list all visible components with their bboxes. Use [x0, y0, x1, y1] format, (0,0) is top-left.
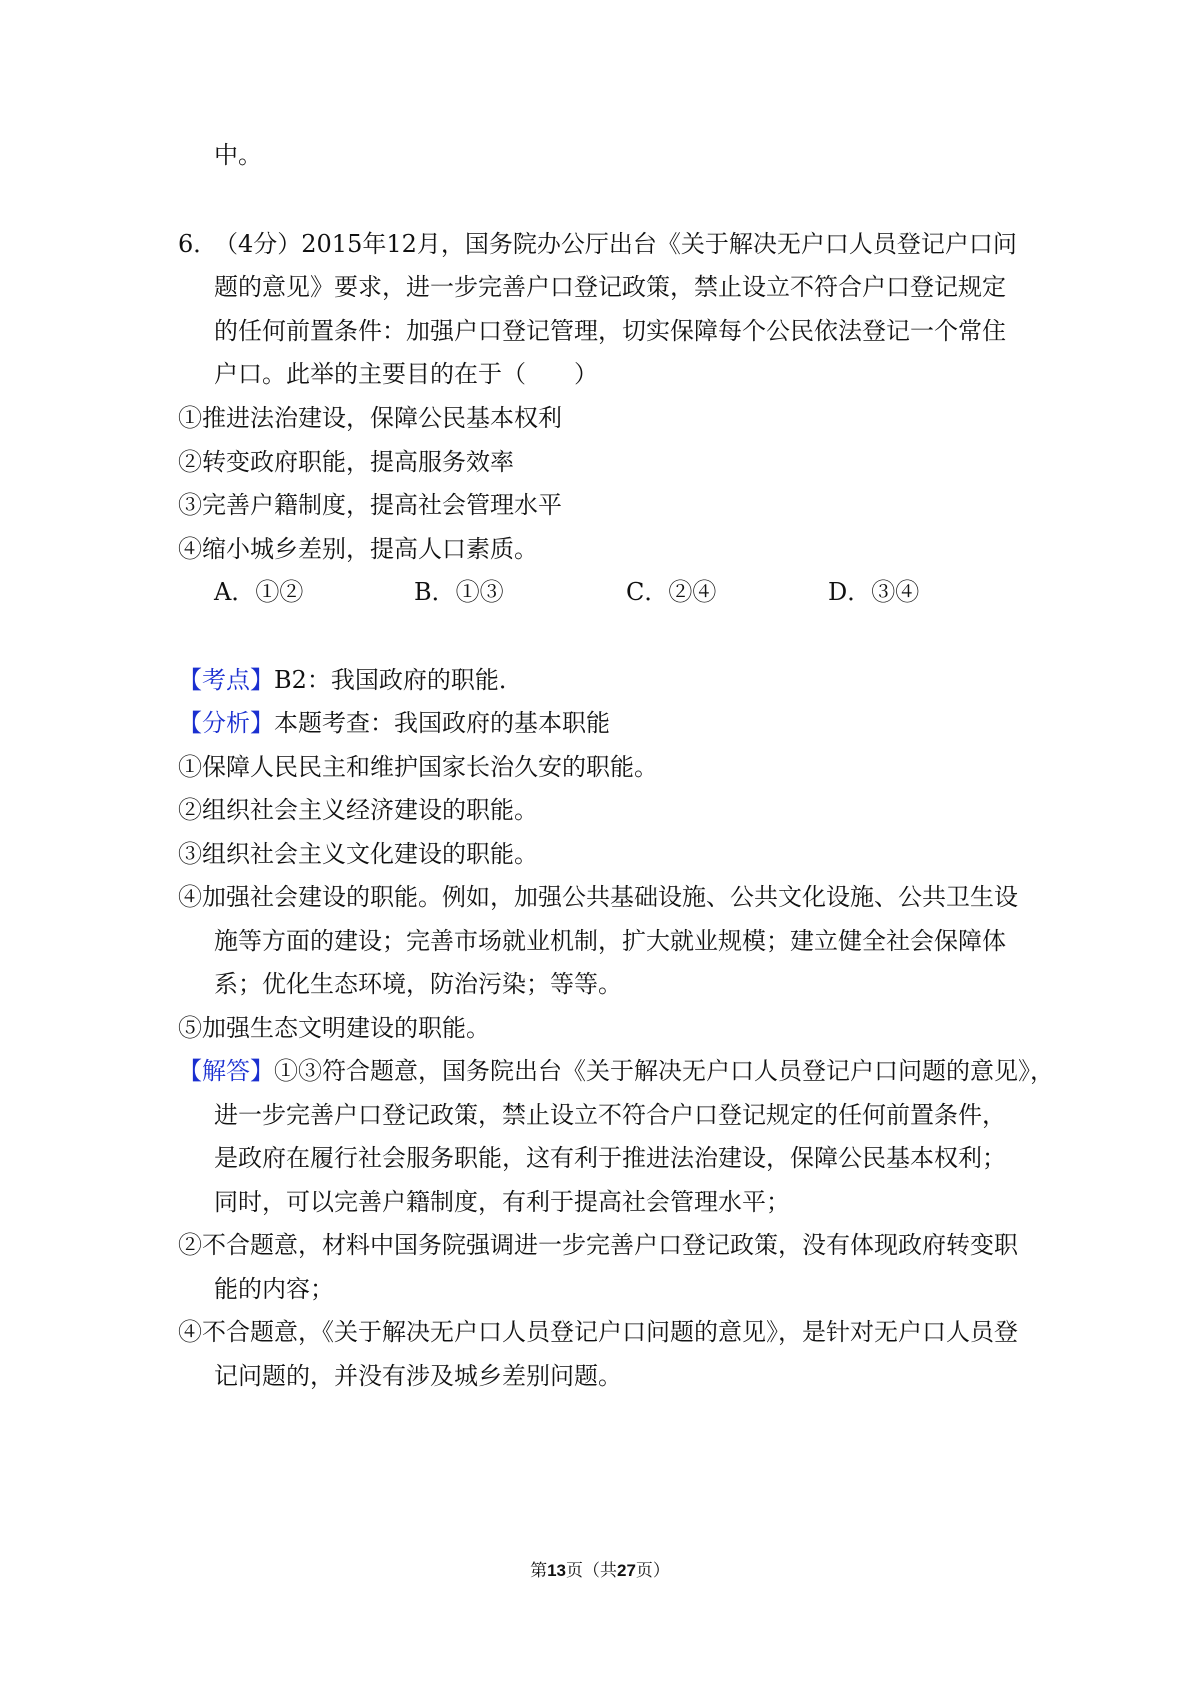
choice-b: B．①③ — [414, 578, 504, 606]
footer-total-pages: 27 — [617, 1561, 636, 1580]
jieda-line-1: ①③符合题意，国务院出台《关于解决无户口人员登记户口问题的意见》， — [274, 1057, 1054, 1085]
kaodian-section — [178, 664, 523, 696]
footer-prefix: 第 — [530, 1561, 548, 1581]
page-footer — [0, 1559, 1200, 1583]
jieda-line-7: ④不合题意，《关于解决无户口人员登记户口问题的意见》，是针对无户口人员登 — [178, 1318, 1018, 1346]
jieda-section — [178, 1055, 1054, 1087]
jieda-line-8: 记问题的，并没有涉及城乡差别问题。 — [214, 1362, 622, 1390]
question-stem-line-1: （4分）2015年12月，国务院办公厅出台《关于解决无户口人员登记户口问 — [214, 230, 1017, 258]
question-number: 6． — [178, 230, 218, 258]
fenxi-item-4-cont-1: 施等方面的建设；完善市场就业机制，扩大就业规模；建立健全社会保障体 — [214, 927, 1006, 955]
fenxi-tag: 【分析】 — [178, 709, 274, 737]
choice-d: D．③④ — [828, 578, 920, 606]
fenxi-item-2: ②组织社会主义经济建设的职能。 — [178, 796, 538, 824]
option-1: ①推进法治建设，保障公民基本权利 — [178, 404, 562, 432]
fenxi-text: 本题考查：我国政府的基本职能 — [274, 709, 610, 737]
jieda-tag: 【解答】 — [178, 1057, 274, 1085]
jieda-line-2: 进一步完善户口登记政策，禁止设立不符合户口登记规定的任何前置条件， — [214, 1101, 1006, 1129]
choice-a: A．①② — [214, 578, 304, 606]
option-2: ②转变政府职能，提高服务效率 — [178, 448, 514, 476]
question-stem-line-4: 户口。此举的主要目的在于（ ） — [214, 360, 598, 388]
fenxi-item-4-cont-2: 系；优化生态环境，防治污染；等等。 — [214, 970, 622, 998]
option-3: ③完善户籍制度，提高社会管理水平 — [178, 491, 562, 519]
fenxi-section — [178, 707, 610, 739]
fenxi-item-4: ④加强社会建设的职能。例如，加强公共基础设施、公共文化设施、公共卫生设 — [178, 883, 1018, 911]
footer-page-number: 13 — [547, 1561, 566, 1580]
fenxi-item-1: ①保障人民民主和维护国家长治久安的职能。 — [178, 753, 658, 781]
jieda-line-5: ②不合题意，材料中国务院强调进一步完善户口登记政策，没有体现政府转变职 — [178, 1231, 1018, 1259]
previous-question-tail: 中。 — [214, 141, 262, 169]
question-stem-line-2: 题的意见》要求，进一步完善户口登记政策，禁止设立不符合户口登记规定 — [214, 273, 1006, 301]
jieda-line-3: 是政府在履行社会服务职能，这有利于推进法治建设，保障公民基本权利； — [214, 1144, 1006, 1172]
kaodian-text: B2：我国政府的职能． — [274, 666, 523, 694]
footer-suffix: 页） — [635, 1561, 670, 1581]
fenxi-item-3: ③组织社会主义文化建设的职能。 — [178, 840, 538, 868]
jieda-line-4: 同时，可以完善户籍制度，有利于提高社会管理水平； — [214, 1188, 790, 1216]
choice-c: C．②④ — [626, 578, 717, 606]
kaodian-tag: 【考点】 — [178, 666, 274, 694]
option-4: ④缩小城乡差别，提高人口素质。 — [178, 535, 538, 563]
question-stem-line-3: 的任何前置条件：加强户口登记管理，切实保障每个公民依法登记一个常住 — [214, 317, 1006, 345]
jieda-line-6: 能的内容； — [214, 1275, 334, 1303]
footer-middle: 页（共 — [566, 1561, 617, 1581]
fenxi-item-5: ⑤加强生态文明建设的职能。 — [178, 1014, 490, 1042]
